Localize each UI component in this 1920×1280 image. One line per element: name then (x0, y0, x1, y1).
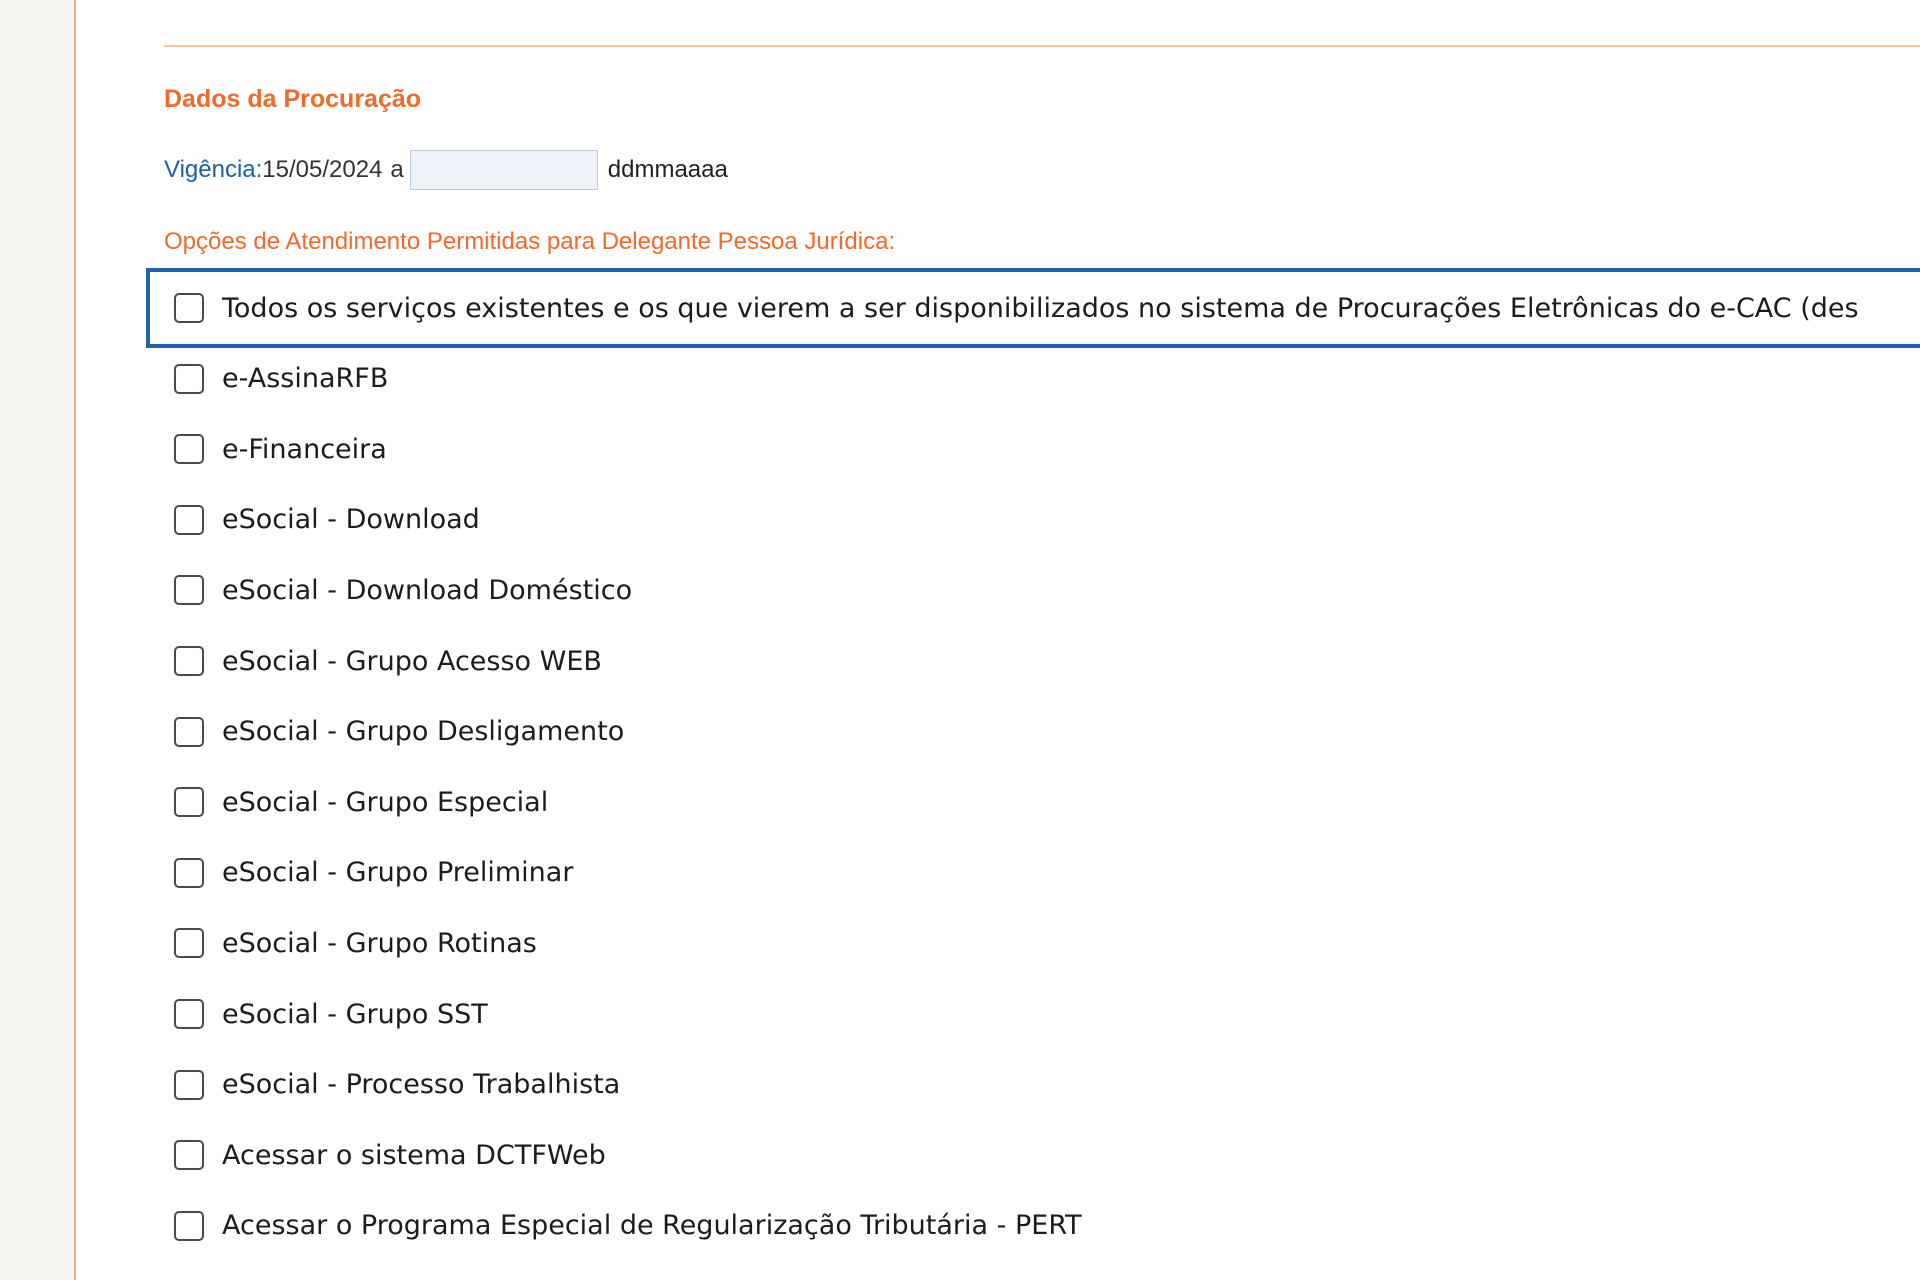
option-checkbox[interactable] (174, 364, 204, 394)
option-label: Todos os serviços existentes e os que vierem a ser disponibilizados no sistema de Procurações Eletrônicas do e-CAC (des (222, 292, 1859, 324)
option-label: eSocial - Grupo Acesso WEB (222, 645, 602, 677)
option-label: e-AssinaRFB (222, 363, 389, 395)
option-row[interactable] (146, 350, 1920, 408)
option-label: eSocial - Grupo Rotinas (222, 927, 537, 959)
option-checkbox[interactable] (174, 999, 204, 1029)
left-gutter (0, 0, 76, 1280)
date-format-hint: ddmmaaaa (607, 156, 728, 183)
option-row[interactable] (146, 632, 1920, 690)
section-title: Dados da Procuração (164, 85, 422, 113)
option-row[interactable] (146, 420, 1920, 478)
options-title: Opções de Atendimento Permitidas para Delegante Pessoa Jurídica: (164, 228, 896, 255)
option-row[interactable] (146, 1056, 1920, 1114)
option-checkbox[interactable] (174, 575, 204, 605)
option-row[interactable] (146, 491, 1920, 549)
option-checkbox[interactable] (174, 858, 204, 888)
option-label: eSocial - Processo Trabalhista (222, 1069, 621, 1101)
option-label: Acessar o Programa Especial de Regularização Tributária - PERT (222, 1210, 1082, 1242)
vigencia-end-date-input[interactable] (410, 150, 598, 190)
option-row[interactable] (146, 914, 1920, 972)
vigencia-row (164, 148, 728, 192)
option-row[interactable] (146, 561, 1920, 619)
option-label: eSocial - Download Doméstico (222, 574, 633, 606)
option-checkbox[interactable] (174, 1140, 204, 1170)
option-checkbox[interactable] (174, 505, 204, 535)
option-checkbox[interactable] (174, 1211, 204, 1241)
option-row[interactable] (146, 703, 1920, 761)
option-label: eSocial - Grupo Especial (222, 786, 549, 818)
main-content (76, 0, 1920, 1280)
option-row[interactable] (146, 1197, 1920, 1255)
option-label: Acessar o sistema DCTFWeb (222, 1139, 606, 1171)
vigencia-label: Vigência: (164, 156, 263, 183)
option-label: eSocial - Grupo Preliminar (222, 857, 574, 889)
option-checkbox[interactable] (174, 787, 204, 817)
option-checkbox[interactable] (174, 293, 204, 323)
option-label: e-Financeira (222, 433, 387, 465)
option-checkbox[interactable] (174, 928, 204, 958)
option-row[interactable] (146, 1126, 1920, 1184)
option-row[interactable] (146, 844, 1920, 902)
option-label: eSocial - Download (222, 504, 480, 536)
vigencia-start-date: 15/05/2024 (262, 156, 383, 183)
option-label: eSocial - Grupo Desligamento (222, 716, 625, 748)
option-row[interactable] (146, 268, 1920, 348)
option-checkbox[interactable] (174, 1070, 204, 1100)
option-checkbox[interactable] (174, 434, 204, 464)
divider (164, 45, 1920, 47)
option-row[interactable] (146, 985, 1920, 1043)
option-row[interactable] (146, 773, 1920, 831)
option-checkbox[interactable] (174, 646, 204, 676)
vigencia-separator: a (390, 156, 404, 183)
option-label: eSocial - Grupo SST (222, 998, 488, 1030)
option-checkbox[interactable] (174, 717, 204, 747)
